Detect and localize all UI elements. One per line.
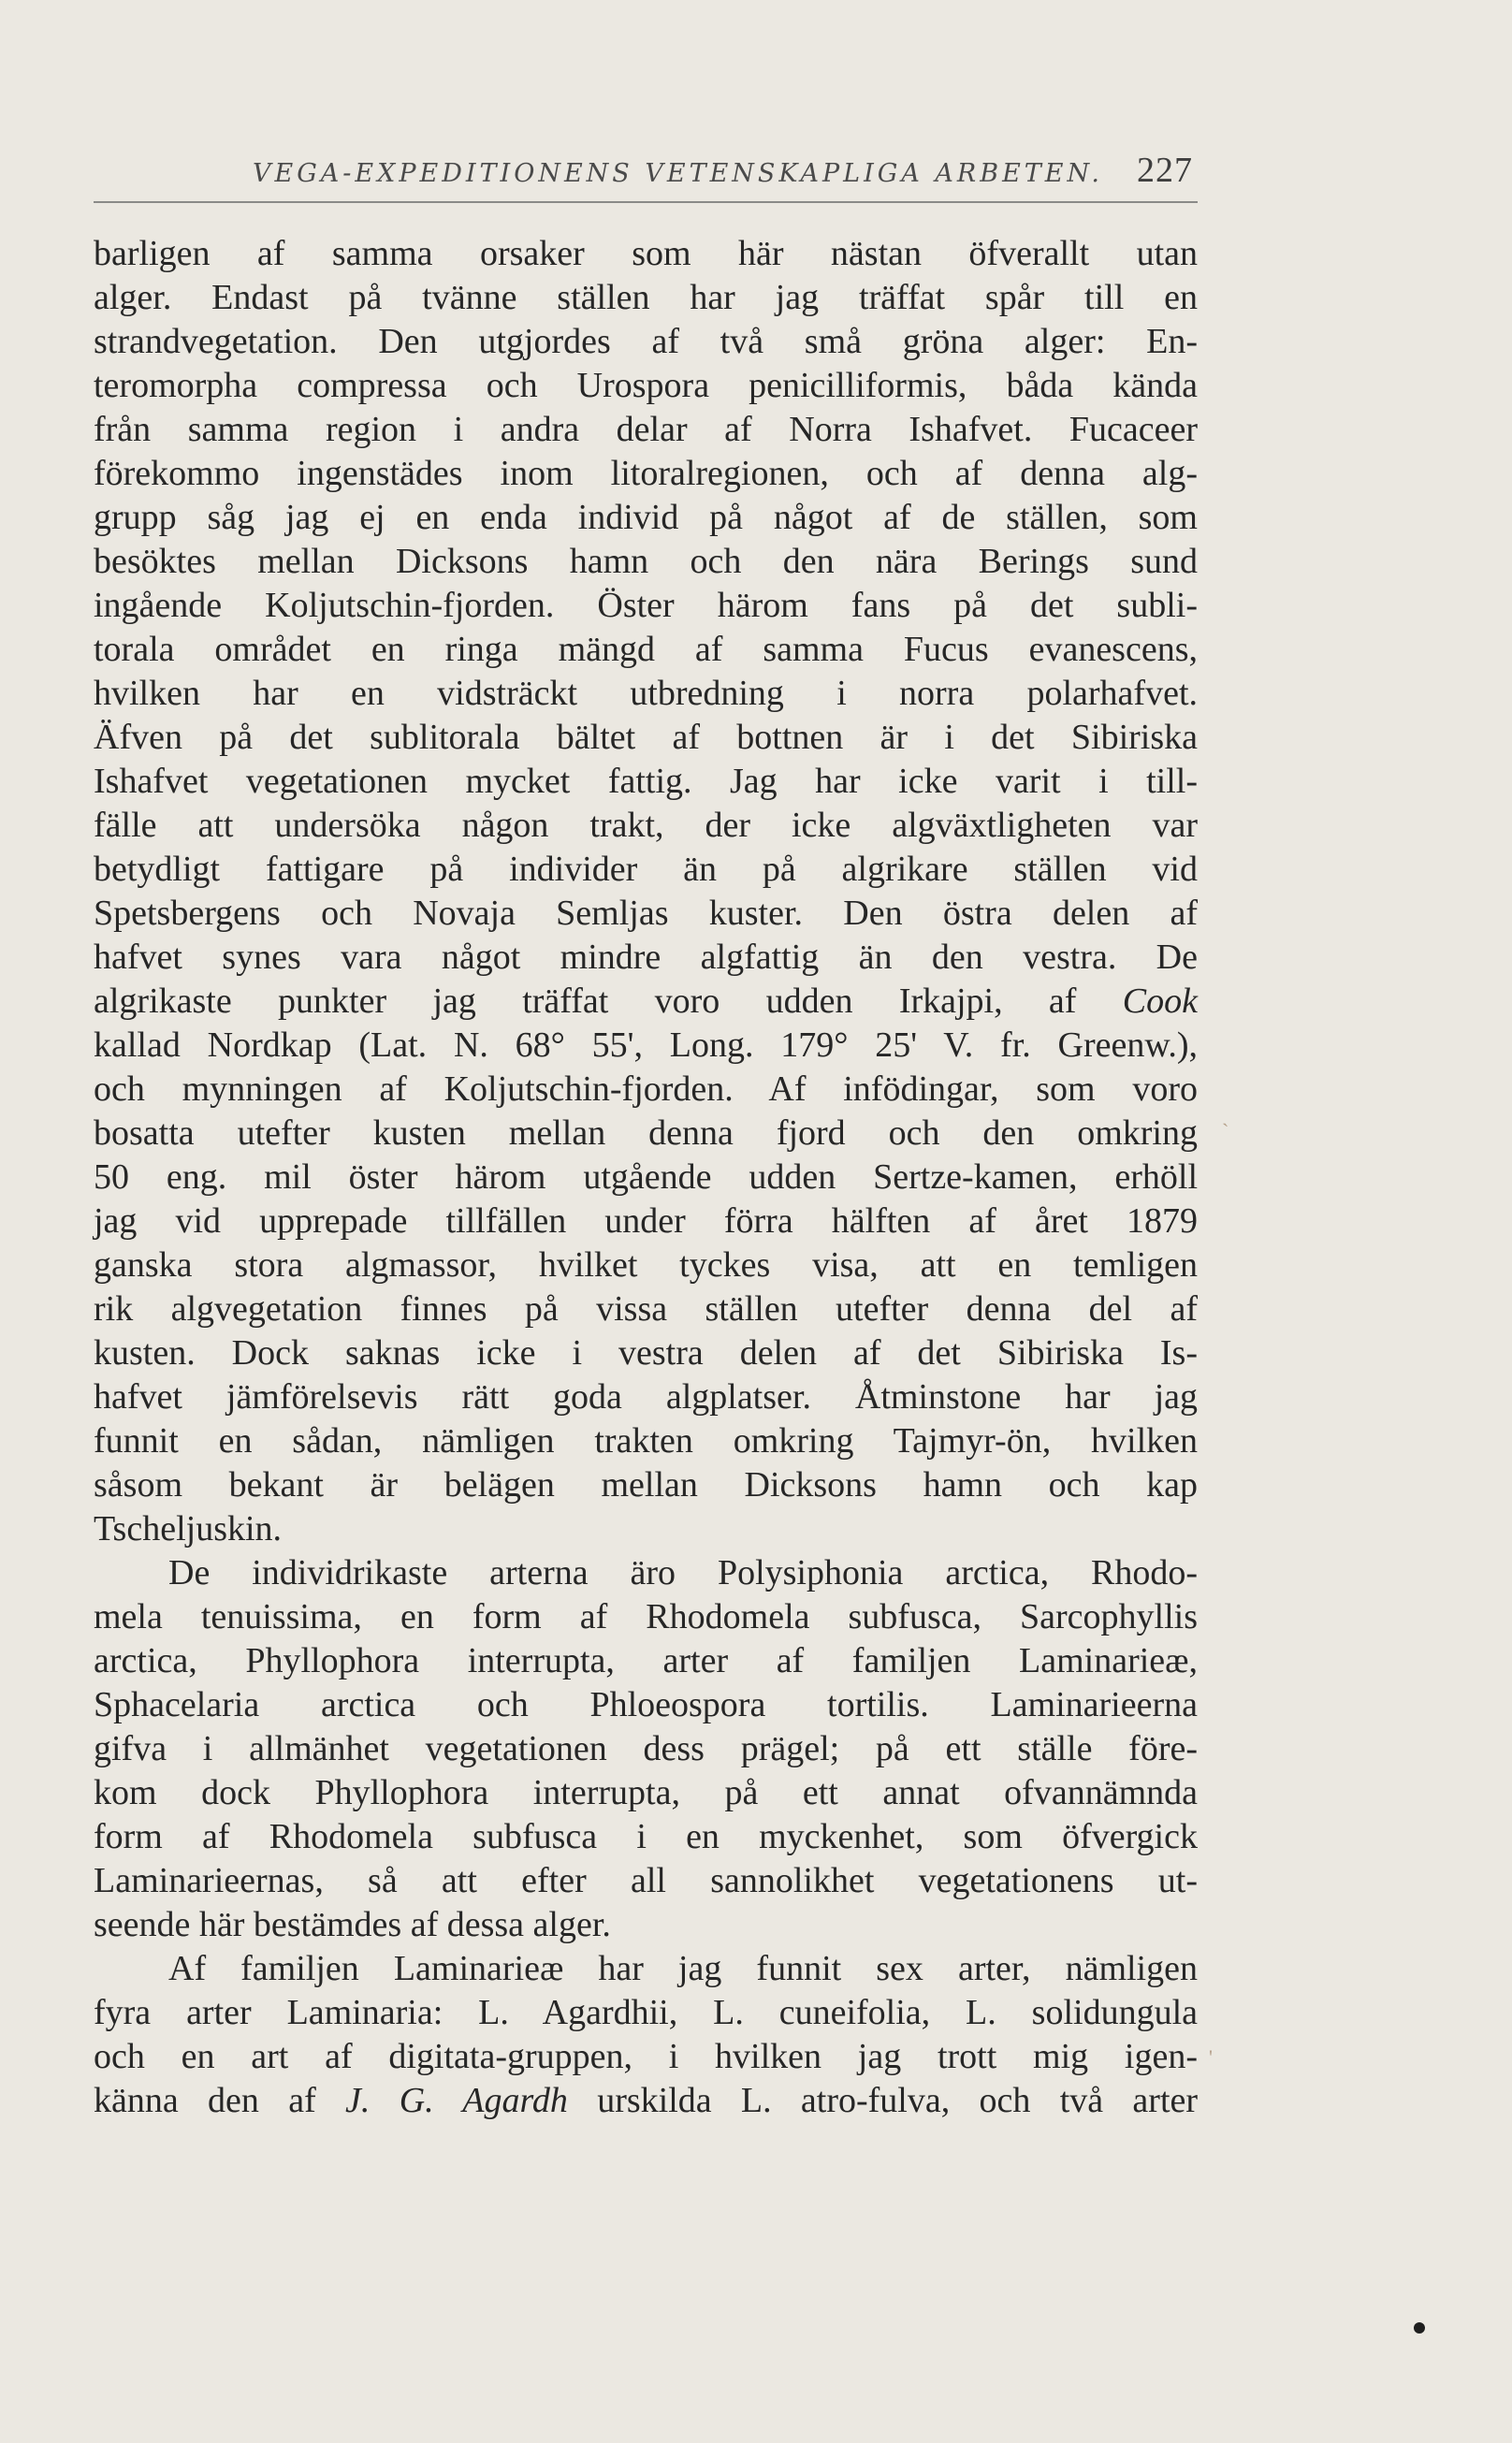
- text-line: gifva i allmänhet vegetationen dess prägel; på ett ställe före-: [94, 1729, 1198, 1768]
- text-line: hafvet jämförelsevis rätt goda algplatser. Åtminstone har jag: [94, 1377, 1198, 1417]
- text-line: funnit en sådan, nämligen trakten omkring Tajmyr-ön, hvilken: [94, 1421, 1198, 1461]
- text-line: ingående Koljutschin-fjorden. Öster härom fans på det subli-: [94, 586, 1198, 625]
- text-line: förekommo ingenstädes inom litoralregionen, och af denna alg-: [94, 454, 1198, 493]
- text-line: hafvet synes vara något mindre algfattig än den vestra. De: [94, 938, 1198, 977]
- text-line: och en art af digitata-gruppen, i hvilken jag trott mig igen-: [94, 2037, 1198, 2076]
- text-line: Ishafvet vegetationen mycket fattig. Jag har icke varit i till-: [94, 762, 1198, 801]
- text-line: Tscheljuskin.: [94, 1509, 283, 1549]
- margin-mark: `: [1222, 1119, 1229, 1142]
- text-line: alger. Endast på tvänne ställen har jag träffat spår till en: [94, 278, 1198, 317]
- text-line: De individrikaste arterna äro Polysiphonia arctica, Rhodo-: [168, 1553, 1198, 1592]
- text-line: kom dock Phyllophora interrupta, på ett annat ofvannämnda: [94, 1773, 1198, 1812]
- header-rule: [94, 201, 1198, 203]
- text-line: Spetsbergens och Novaja Semljas kuster. Den östra delen af: [94, 894, 1198, 933]
- text-line: barligen af samma orsaker som här nästan öfverallt utan: [94, 234, 1198, 273]
- text-line: teromorpha compressa och Urospora penicilliformis, båda kända: [94, 366, 1198, 405]
- text-line: arctica, Phyllophora interrupta, arter af familjen Laminarieæ,: [94, 1641, 1198, 1680]
- text-line: hvilken har en vidsträckt utbredning i norra polarhafvet.: [94, 674, 1198, 713]
- text-line: 50 eng. mil öster härom utgående udden Sertze-kamen, erhöll: [94, 1157, 1198, 1197]
- margin-mark: ': [1209, 2045, 1213, 2069]
- text-line: fälle att undersöka någon trakt, der icke algväxtligheten var: [94, 806, 1198, 845]
- italic-name-agardh: J. G. Agardh: [345, 2081, 568, 2120]
- body-text: [94, 232, 1198, 2123]
- text-line: ganska stora algmassor, hvilket tyckes visa, att en temligen: [94, 1245, 1198, 1285]
- text-line: Laminarieernas, så att efter all sannolikhet vegetationens ut-: [94, 1861, 1198, 1900]
- page-number: 227: [1137, 151, 1193, 190]
- italic-name-cook: Cook: [1122, 982, 1199, 1021]
- text-line: grupp såg jag ej en enda individ på något af de ställen, som: [94, 498, 1198, 537]
- text-segment: algrikaste punkter jag träffat voro udden Irkajpi, af: [94, 982, 1077, 1021]
- text-line: mela tenuissima, en form af Rhodomela subfusca, Sarcophyllis: [94, 1597, 1198, 1636]
- text-line: bosatta utefter kusten mellan denna fjord och den omkring: [94, 1113, 1198, 1153]
- text-line: Sphacelaria arctica och Phloeospora tortilis. Laminarieerna: [94, 1685, 1198, 1724]
- text-line: från samma region i andra delar af Norra Ishafvet. Fucaceer: [94, 410, 1198, 449]
- text-line: torala området en ringa mängd af samma Fucus evanescens,: [94, 630, 1198, 669]
- text-line: [94, 2079, 1198, 2123]
- text-line: strandvegetation. Den utgjordes af två små gröna alger: En-: [94, 322, 1198, 361]
- text-line: och mynningen af Koljutschin-fjorden. Af infödingar, som voro: [94, 1069, 1198, 1109]
- text-line: kallad Nordkap (Lat. N. 68° 55', Long. 179° 25' V. fr. Greenw.),: [94, 1025, 1198, 1065]
- text-line: fyra arter Laminaria: L. Agardhii, L. cuneifolia, L. solidungula: [94, 1993, 1198, 2032]
- text-line: kusten. Dock saknas icke i vestra delen af det Sibiriska Is-: [94, 1333, 1198, 1373]
- text-line: rik algvegetation finnes på vissa ställen utefter denna del af: [94, 1289, 1198, 1329]
- text-line: [94, 980, 1198, 1024]
- text-segment: urskilda L. atro-fulva, och två arter: [597, 2081, 1199, 2120]
- text-line: Af familjen Laminarieæ har jag funnit sex arter, nämligen: [168, 1949, 1198, 1988]
- ink-spot: [1414, 2322, 1425, 2334]
- text-line: såsom bekant är belägen mellan Dicksons hamn och kap: [94, 1465, 1198, 1505]
- running-title: VEGA-EXPEDITIONENS VETENSKAPLIGA ARBETEN.: [253, 159, 1103, 188]
- text-line: besöktes mellan Dicksons hamn och den nära Berings sund: [94, 542, 1198, 581]
- text-segment: känna den af: [94, 2081, 316, 2120]
- text-line: form af Rhodomela subfusca i en myckenhet, som öfvergick: [94, 1817, 1198, 1856]
- text-line: jag vid upprepade tillfällen under förra hälften af året 1879: [94, 1201, 1198, 1241]
- text-line: seende här bestämdes af dessa alger.: [94, 1905, 611, 1944]
- text-line: Äfven på det sublitorala bältet af bottnen är i det Sibiriska: [94, 718, 1198, 757]
- text-line: betydligt fattigare på individer än på algrikare ställen vid: [94, 850, 1198, 889]
